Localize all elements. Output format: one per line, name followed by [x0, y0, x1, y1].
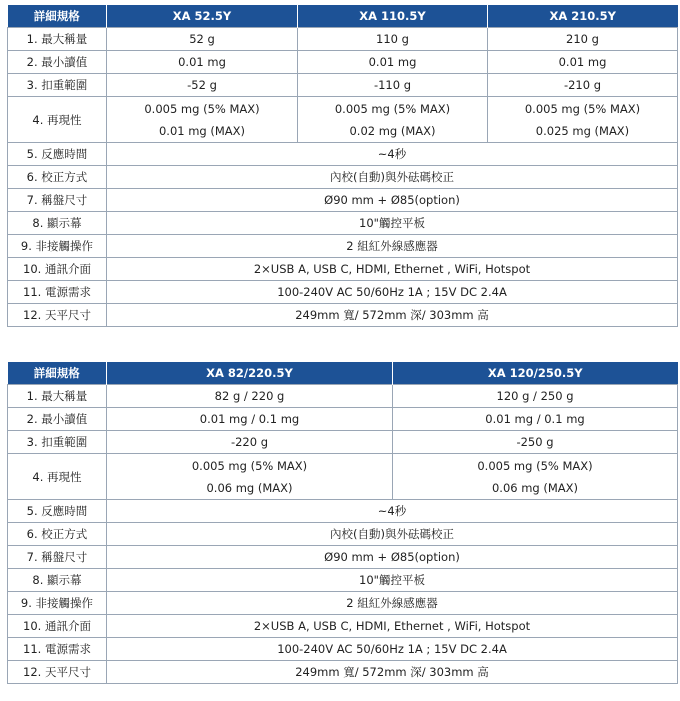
repeatability-line-2: 0.02 mg (MAX): [349, 123, 436, 138]
cell-value: 2 組紅外線感應器: [107, 592, 678, 615]
row-readability: [8, 51, 678, 74]
row-tare-range: [8, 431, 678, 454]
spec-table-1: [7, 5, 678, 327]
header-model-xa-52-5y: XA 52.5Y: [107, 5, 298, 28]
cell-repeatability: [298, 97, 488, 143]
repeatability-line-1: 0.005 mg (5% MAX): [477, 458, 593, 473]
row-label: 2. 最小讀值: [8, 408, 107, 431]
row-tare-range: [8, 74, 678, 97]
spec-table-2: [7, 362, 678, 684]
row-label: 3. 扣重範圍: [8, 431, 107, 454]
row-touchless: [8, 592, 678, 615]
row-max-capacity: [8, 385, 678, 408]
cell-value: 52 g: [107, 28, 298, 51]
repeatability-line-1: 0.005 mg (5% MAX): [191, 458, 308, 473]
row-dimensions: [8, 661, 678, 684]
row-display: [8, 212, 678, 235]
row-repeatability: [8, 97, 678, 143]
row-label: 7. 稱盤尺寸: [8, 546, 107, 569]
row-power: [8, 281, 678, 304]
cell-value: -210 g: [488, 74, 678, 97]
header-model-xa-120-250-5y: XA 120/250.5Y: [393, 362, 678, 385]
header-spec: 詳細規格: [8, 362, 107, 385]
repeatability-line-2: 0.06 mg (MAX): [491, 480, 579, 495]
cell-value: 2 組紅外線感應器: [107, 235, 678, 258]
cell-value: 0.01 mg / 0.1 mg: [107, 408, 393, 431]
cell-value: 210 g: [488, 28, 678, 51]
cell-value: -250 g: [393, 431, 678, 454]
row-power: [8, 638, 678, 661]
cell-value: 0.01 mg: [298, 51, 488, 74]
cell-value: 110 g: [298, 28, 488, 51]
row-response-time: [8, 500, 678, 523]
row-calibration: [8, 166, 678, 189]
cell-value: 0.01 mg / 0.1 mg: [393, 408, 678, 431]
row-label: 6. 校正方式: [8, 523, 107, 546]
cell-value: 10"觸控平板: [107, 212, 678, 235]
cell-value: 內校(自動)與外砝碼校正: [107, 166, 678, 189]
row-repeatability: [8, 454, 678, 500]
repeatability-line-2: 0.06 mg (MAX): [206, 480, 293, 495]
repeatability-line-2: 0.01 mg (MAX): [158, 123, 246, 138]
row-readability: [8, 408, 678, 431]
row-max-capacity: [8, 28, 678, 51]
cell-value: 0.01 mg: [107, 51, 298, 74]
row-label: 1. 最大稱量: [8, 28, 107, 51]
row-label: 11. 電源需求: [8, 638, 107, 661]
row-label: 11. 電源需求: [8, 281, 107, 304]
cell-value: 249mm 寬/ 572mm 深/ 303mm 高: [107, 661, 678, 684]
row-response-time: [8, 143, 678, 166]
row-label: 4. 再現性: [8, 97, 107, 143]
row-label: 9. 非接觸操作: [8, 235, 107, 258]
cell-value: -220 g: [107, 431, 393, 454]
cell-value: 內校(自動)與外砝碼校正: [107, 523, 678, 546]
cell-value: ~4秒: [107, 500, 678, 523]
cell-repeatability: [107, 97, 298, 143]
row-touchless: [8, 235, 678, 258]
row-label: 8. 顯示幕: [8, 569, 107, 592]
row-label: 7. 稱盤尺寸: [8, 189, 107, 212]
cell-value: -110 g: [298, 74, 488, 97]
row-label: 5. 反應時間: [8, 143, 107, 166]
row-display: [8, 569, 678, 592]
cell-value: 82 g / 220 g: [107, 385, 393, 408]
cell-repeatability: [107, 454, 393, 500]
header-spec: 詳細規格: [8, 5, 107, 28]
row-interface: [8, 615, 678, 638]
cell-value: Ø90 mm + Ø85(option): [107, 189, 678, 212]
row-label: 9. 非接觸操作: [8, 592, 107, 615]
header-model-xa-82-220-5y: XA 82/220.5Y: [107, 362, 393, 385]
cell-value: 120 g / 250 g: [393, 385, 678, 408]
repeatability-line-1: 0.005 mg (5% MAX): [524, 101, 641, 116]
cell-value: 2×USB A, USB C, HDMI, Ethernet , WiFi, Hotspot: [107, 615, 678, 638]
cell-value: 2×USB A, USB C, HDMI, Ethernet , WiFi, Hotspot: [107, 258, 678, 281]
cell-value: 100-240V AC 50/60Hz 1A ; 15V DC 2.4A: [107, 281, 678, 304]
row-pan-size: [8, 189, 678, 212]
cell-repeatability: [393, 454, 678, 500]
cell-value: 0.01 mg: [488, 51, 678, 74]
row-label: 10. 通訊介面: [8, 615, 107, 638]
cell-value: -52 g: [107, 74, 298, 97]
cell-value: 100-240V AC 50/60Hz 1A ; 15V DC 2.4A: [107, 638, 678, 661]
header-model-xa-210-5y: XA 210.5Y: [488, 5, 678, 28]
header-row: [8, 362, 678, 385]
repeatability-line-1: 0.005 mg (5% MAX): [334, 101, 451, 116]
cell-value: 249mm 寬/ 572mm 深/ 303mm 高: [107, 304, 678, 327]
row-label: 10. 通訊介面: [8, 258, 107, 281]
row-interface: [8, 258, 678, 281]
row-label: 2. 最小讀值: [8, 51, 107, 74]
row-label: 3. 扣重範圍: [8, 74, 107, 97]
cell-value: 10"觸控平板: [107, 569, 678, 592]
row-label: 12. 天平尺寸: [8, 661, 107, 684]
row-label: 12. 天平尺寸: [8, 304, 107, 327]
header-row: [8, 5, 678, 28]
repeatability-line-1: 0.005 mg (5% MAX): [144, 101, 260, 116]
row-label: 8. 顯示幕: [8, 212, 107, 235]
row-calibration: [8, 523, 678, 546]
repeatability-line-2: 0.025 mg (MAX): [535, 123, 630, 138]
cell-value: Ø90 mm + Ø85(option): [107, 546, 678, 569]
row-label: 6. 校正方式: [8, 166, 107, 189]
row-label: 5. 反應時間: [8, 500, 107, 523]
row-pan-size: [8, 546, 678, 569]
row-label: 4. 再現性: [8, 454, 107, 500]
cell-repeatability: [488, 97, 678, 143]
row-dimensions: [8, 304, 678, 327]
cell-value: ~4秒: [107, 143, 678, 166]
header-model-xa-110-5y: XA 110.5Y: [298, 5, 488, 28]
row-label: 1. 最大稱量: [8, 385, 107, 408]
